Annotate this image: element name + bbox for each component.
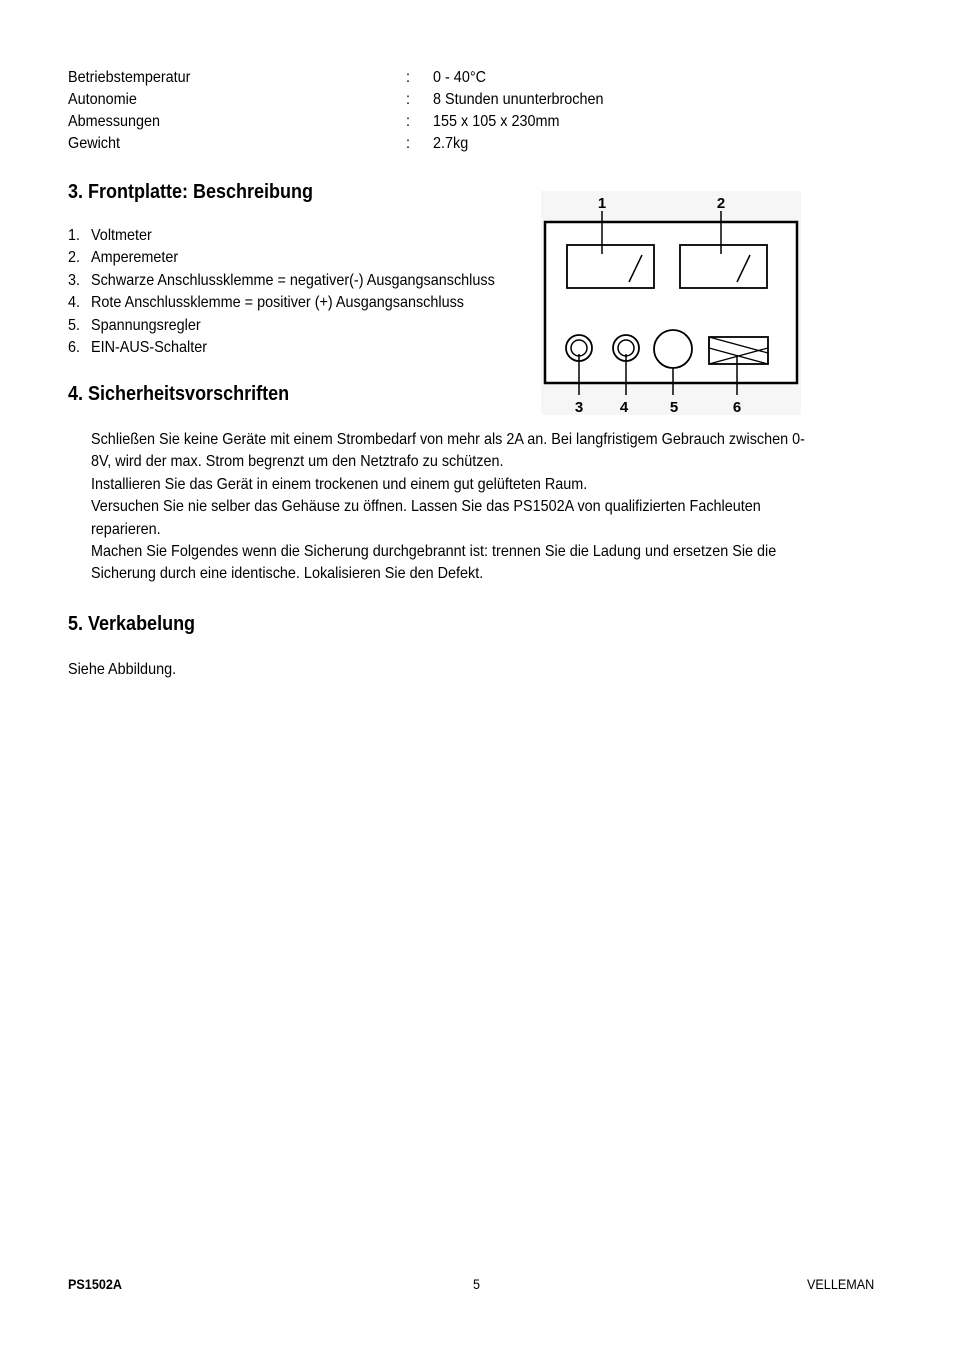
spec-value: 155 x 105 x 230mm bbox=[433, 113, 560, 130]
list-item-text: Rote Anschlussklemme = positiver (+) Ausgangsanschluss bbox=[91, 294, 464, 312]
frontpanel-list bbox=[68, 225, 588, 359]
footer-page-number: 5 bbox=[473, 1276, 481, 1292]
list-item-text: Amperemeter bbox=[91, 249, 179, 267]
section-heading-wiring: 5. Verkabelung bbox=[68, 613, 196, 635]
list-item bbox=[68, 225, 588, 247]
spec-label: Betriebstemperatur bbox=[68, 69, 191, 86]
spec-colon: : bbox=[406, 69, 411, 86]
diagram-label-5: 5 bbox=[669, 399, 679, 415]
diagram-label-2: 2 bbox=[716, 195, 726, 212]
safety-line: reparieren. bbox=[91, 520, 161, 538]
list-item bbox=[68, 270, 588, 292]
list-item bbox=[68, 247, 588, 269]
section-heading-frontpanel: 3. Frontplatte: Beschreibung bbox=[68, 181, 314, 203]
front-panel-diagram bbox=[541, 191, 801, 415]
footer-model: PS1502A bbox=[68, 1276, 122, 1292]
diagram-label-3: 3 bbox=[574, 399, 584, 415]
spec-label: Autonomie bbox=[68, 91, 137, 108]
diagram-label-4: 4 bbox=[619, 399, 629, 415]
list-item-number: 2. bbox=[68, 249, 81, 267]
list-item-number: 4. bbox=[68, 294, 81, 312]
spec-row-weight bbox=[68, 133, 768, 155]
safety-paragraph bbox=[91, 429, 874, 586]
list-item-number: 1. bbox=[68, 227, 81, 244]
list-item-number: 6. bbox=[68, 338, 81, 356]
safety-line: Sicherung durch eine identische. Lokalisieren Sie den Defekt. bbox=[91, 565, 484, 583]
list-item-text: Schwarze Anschlussklemme = negativer(-) Ausgangsanschluss bbox=[91, 271, 495, 289]
safety-line: Machen Sie Folgendes wenn die Sicherung durchgebrannt ist: trennen Sie die Ladung und ersetzen Sie die bbox=[91, 542, 777, 560]
list-item-text: Voltmeter bbox=[91, 227, 152, 244]
list-item bbox=[68, 315, 588, 337]
section-heading-safety: 4. Sicherheitsvorschriften bbox=[68, 383, 290, 405]
spec-value: 2.7kg bbox=[433, 135, 469, 152]
spec-colon: : bbox=[406, 91, 411, 108]
list-item-text: Spannungsregler bbox=[91, 316, 201, 334]
spec-row-autonomy bbox=[68, 89, 768, 111]
spec-label: Abmessungen bbox=[68, 113, 161, 130]
spec-label: Gewicht bbox=[68, 135, 121, 152]
list-item bbox=[68, 292, 588, 314]
list-item bbox=[68, 337, 588, 359]
list-item-text: EIN-AUS-Schalter bbox=[91, 338, 208, 356]
spec-colon: : bbox=[406, 113, 411, 130]
spec-colon: : bbox=[406, 135, 411, 152]
safety-line: Schließen Sie keine Geräte mit einem Strombedarf von mehr als 2A an. Bei langfristigem Gebrauch zwischen 0- bbox=[91, 431, 805, 448]
footer-brand: VELLEMAN bbox=[807, 1276, 875, 1292]
panel-outline bbox=[545, 222, 797, 383]
safety-line: Versuchen Sie nie selber das Gehäuse zu öffnen. Lassen Sie das PS1502A von qualifizierten Fachleuten bbox=[91, 498, 761, 516]
spec-value: 8 Stunden ununterbrochen bbox=[433, 91, 604, 108]
spec-row-dimensions bbox=[68, 111, 768, 133]
diagram-label-6: 6 bbox=[732, 399, 742, 415]
safety-line: 8V, wird der max. Strom begrenzt um den Netztrafo zu schützen. bbox=[91, 453, 504, 471]
spec-value: 0 - 40°C bbox=[433, 69, 486, 86]
list-item-number: 5. bbox=[68, 316, 81, 334]
diagram-label-1: 1 bbox=[597, 195, 607, 212]
wiring-text: Siehe Abbildung. bbox=[68, 661, 177, 678]
spec-row-temperature bbox=[68, 67, 768, 89]
safety-line: Installieren Sie das Gerät in einem trockenen und einem gut gelüfteten Raum. bbox=[91, 475, 588, 493]
list-item-number: 3. bbox=[68, 271, 81, 289]
